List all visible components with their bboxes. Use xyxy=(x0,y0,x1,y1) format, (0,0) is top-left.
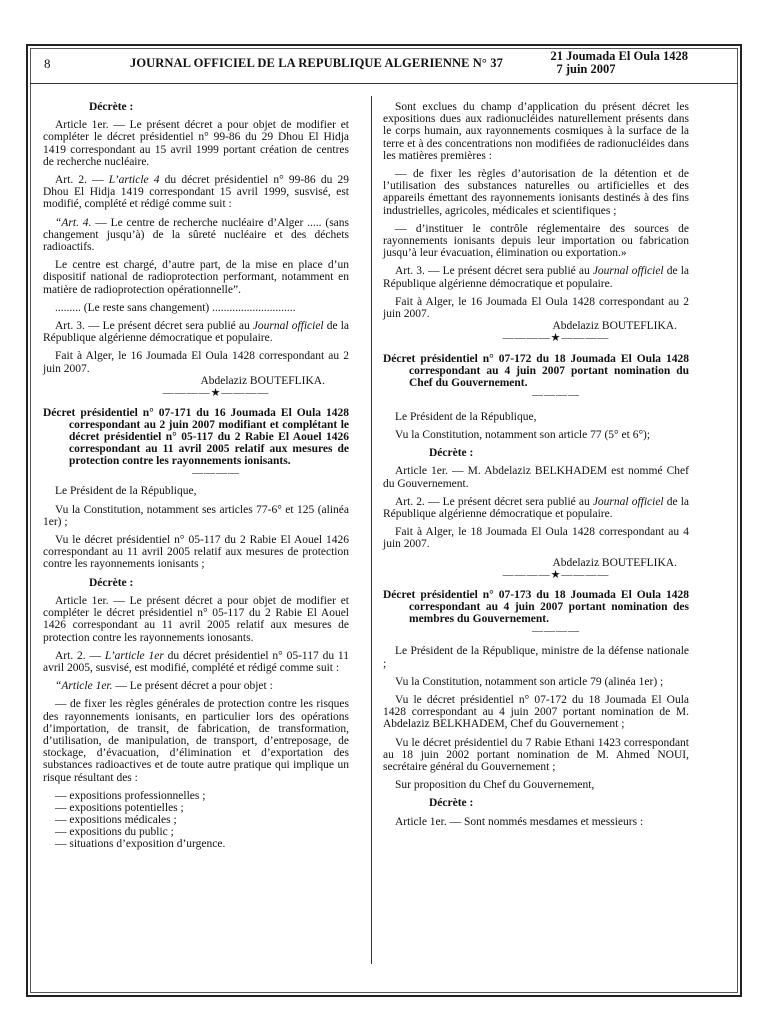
article-paragraph: Art. 2. — L’article 1er du décret présidentiel n° 05-117 du 11 avril 2005, susvisé, est modifié, complété et rédigé comme suit : xyxy=(43,649,349,674)
list-item: — expositions du public ; xyxy=(55,825,174,838)
signature: Abdelaziz BOUTEFLIKA. xyxy=(552,320,677,333)
decrete-heading: Décrète : xyxy=(89,576,134,589)
article-paragraph: Fait à Alger, le 16 Joumada El Oula 1428 correspondant au 2 juin 2007. xyxy=(43,350,349,375)
article-paragraph: — de fixer les règles générales de protection contre les risques des rayonnements ionisants, en particulier lors des opérations d’importation, de transit, de fabrication, de transformation, d’utilisation, de manipulation, de transport, d’entreposage, de stockage, d’évacuation, d’élimination et d’exportation des substances radioactives et de toute autre pratique qui implique un risque résultant des : xyxy=(43,698,349,784)
article-paragraph: Art. 2. — Le présent décret sera publié au Journal officiel de la République algérienne démocratique et populaire. xyxy=(383,495,690,521)
left-column xyxy=(43,101,349,854)
article-paragraph: Vu la Constitution, notamment ses articles 77-6° et 125 (alinéa 1er) ; xyxy=(43,503,349,528)
article-paragraph: Fait à Alger, le 16 Joumada El Oula 1428 correspondant au 2 juin 2007. xyxy=(383,295,689,321)
list-item: — expositions professionnelles ; xyxy=(55,789,206,802)
decree-title: Décret présidentiel n° 07-171 du 16 Joumada El Oula 1428 correspondant au 2 juin 2007 modifiant et complétant le décret présidentiel n° 05-117 du 2 Rabie El Aouel 1426 correspondant au 11 avril 2005 relatif aux mesures de protection contre les rayonnements ionisants. xyxy=(43,407,349,468)
decree-title: Décret présidentiel n° 07-173 du 18 Joumada El Oula 1428 correspondant au 4 juin 2007 portant nomination des membres du Gouvernement. xyxy=(383,589,689,626)
issue-date-hijri: 21 Joumada El Oula 1428 xyxy=(550,49,688,63)
section-separator: ————★———— xyxy=(162,387,270,400)
article-paragraph: Vu le décret présidentiel du 7 Rabie Ethani 1423 correspondant au 18 juin 2002 portant nomination de M. Ahmed NOUI, secrétaire général du Gouvernement ; xyxy=(383,736,689,773)
title-separator: ———— xyxy=(532,388,580,401)
title-separator: ———— xyxy=(532,625,580,638)
article-paragraph: Vu la Constitution, notamment son article 77 (5° et 6°); xyxy=(395,429,651,442)
article-paragraph: Article 1er. — M. Abdelaziz BELKHADEM est nommé Chef du Gouvernement. xyxy=(383,465,689,490)
article-paragraph: Sur proposition du Chef du Gouvernement, xyxy=(395,779,595,792)
article-paragraph: Le Président de la République, xyxy=(395,410,537,423)
decrete-heading: Décrète : xyxy=(429,797,474,810)
article-paragraph: Article 1er. — Sont nommés mesdames et messieurs : xyxy=(395,815,644,828)
list-item: — situations d’exposition d’urgence. xyxy=(55,837,226,850)
article-paragraph: “Article 1er. — Le présent décret a pour objet : xyxy=(55,680,273,693)
list-item: — expositions potentielles ; xyxy=(55,801,184,814)
article-paragraph: Vu le décret présidentiel n° 07-172 du 18 Joumada El Oula 1428 correspondant au 4 juin 2007 portant nomination de M. Abdelaziz BELKHADEM, Chef du Gouvernement ; xyxy=(383,693,689,731)
article-paragraph: Le Président de la République, xyxy=(55,485,197,498)
decrete-heading: Décrète : xyxy=(429,447,474,460)
page-number: 8 xyxy=(44,56,51,71)
list-item: — expositions médicales ; xyxy=(55,813,177,826)
article-paragraph: Art. 3. — Le présent décret sera publié au Journal officiel de la République algérienne démocratique et populaire. xyxy=(43,320,350,345)
column-separator xyxy=(371,96,372,964)
title-separator: ———— xyxy=(192,467,240,480)
article-paragraph: Le Président de la République, ministre de la défense nationale ; xyxy=(383,645,689,670)
article-paragraph: “Art. 4. — Le centre de recherche nucléaire d’Alger ..... (sans changement jusqu’à) de la sûreté nucléaire et des déchets radioactifs. xyxy=(43,216,349,254)
journal-header xyxy=(30,48,738,84)
decrete-heading: Décrète : xyxy=(89,101,134,113)
article-paragraph: — d’instituer le contrôle réglementaire des sources de rayonnements ionisants depuis leur importation ou fabrication jusqu’à leur évacuation, élimination ou exportation.» xyxy=(383,222,689,260)
article-paragraph: Vu le décret présidentiel n° 05-117 du 2 Rabie El Aouel 1426 correspondant au 11 avril 2005 relatif aux mesures de protection contre les rayonnements ionisants ; xyxy=(43,534,349,571)
article-paragraph: Art. 2. — L’article 4 du décret présidentiel n° 99-86 du 29 Dhou El Hidja 1419 correspondant 15 avril 1999, susvisé, est modifié, complété et rédigé comme suit : xyxy=(43,174,349,211)
article-paragraph: Article 1er. — Le présent décret a pour objet de modifier et compléter le décret présidentiel n° 05-117 du 2 Rabie El Aouel 1426 correspondant au 11 avril 2005 relatif aux mesures de protection contre les rayonnements ionosants. xyxy=(43,594,349,644)
issue-date xyxy=(550,50,688,76)
article-paragraph: Le centre est chargé, d’autre part, de la mise en place d’un dispositif national de radioprotection performant, notamment en matière de radioprotection opérationnelle”. xyxy=(43,259,349,296)
article-paragraph: Art. 3. — Le présent décret sera publié au Journal officiel de la République algérienne démocratique et populaire. xyxy=(383,265,690,290)
article-paragraph: — de fixer les règles d’autorisation de la détention et de l’utilisation des substances naturelles ou artificielles et des appareils émettant des rayonnements ionisants destinés à des fins industrielles, agricoles, médicales et scientifiques ; xyxy=(383,168,689,217)
section-separator: ————★———— xyxy=(502,332,610,345)
article-paragraph: Sont exclues du champ d’application du présent décret les expositions dues aux radionucléides naturellement présents dans le corps humain, aux rayonnements cosmiques à la surface de la terre et à des concentrations non modifiées de radionucléides dans les matières premières : xyxy=(383,101,689,162)
signature: Abdelaziz BOUTEFLIKA. xyxy=(552,556,677,569)
right-column xyxy=(383,101,689,834)
article-paragraph: ......... (Le reste sans changement) ............................. xyxy=(55,301,296,314)
signature: Abdelaziz BOUTEFLIKA. xyxy=(200,374,325,387)
exposure-list xyxy=(43,790,349,850)
article-paragraph: Fait à Alger, le 18 Joumada El Oula 1428 correspondant au 4 juin 2007. xyxy=(383,526,689,551)
section-separator: ————★———— xyxy=(502,568,610,581)
article-paragraph: Vu la Constitution, notamment son article 79 (alinéa 1er) ; xyxy=(395,675,664,688)
article-paragraph: Article 1er. — Le présent décret a pour objet de modifier et compléter le décret présidentiel n° 99-86 du 29 Dhou El Hidja 1419 correspondant au 15 avril 1999 portant création de centres de recherche nucléaire. xyxy=(43,119,349,168)
issue-date-gregorian: 7 juin 2007 xyxy=(556,62,616,76)
decree-title: Décret présidentiel n° 07-172 du 18 Joumada El Oula 1428 correspondant au 4 juin 2007 portant nomination du Chef du Gouvernement. xyxy=(383,352,689,389)
journal-title: JOURNAL OFFICIEL DE LA REPUBLIQUE ALGERIENNE N° 37 xyxy=(130,56,503,70)
